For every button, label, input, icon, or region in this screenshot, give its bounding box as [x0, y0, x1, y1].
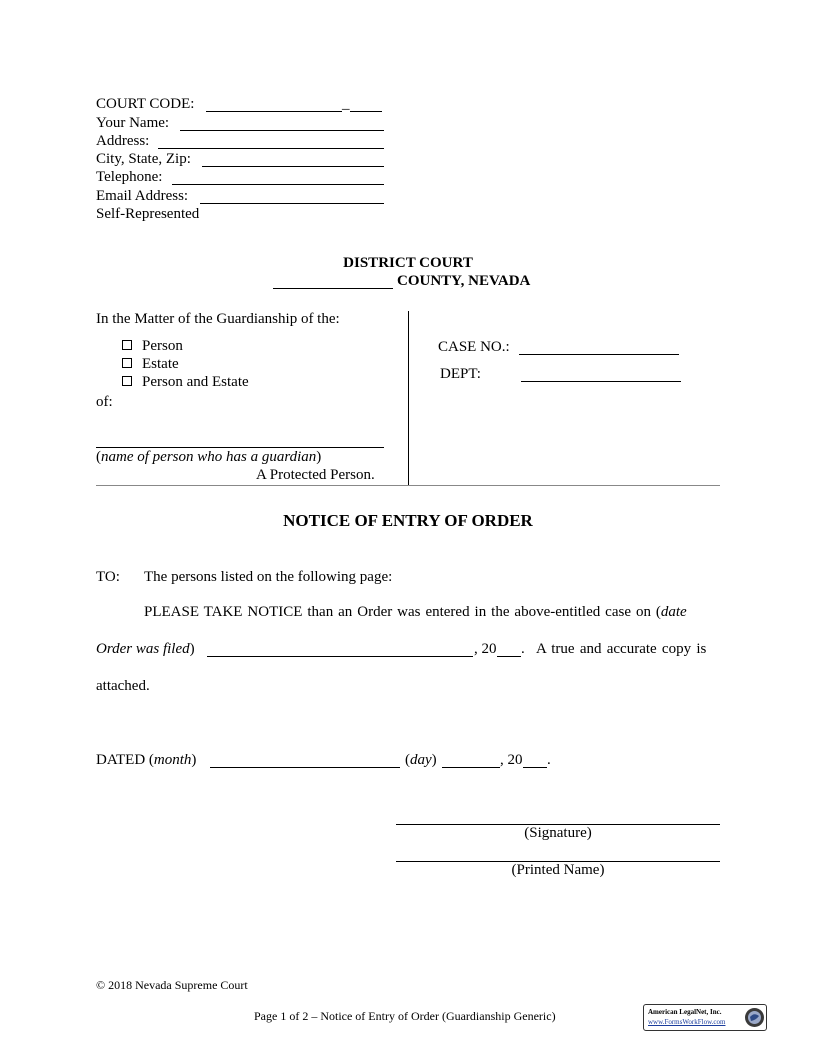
printed-name-label: (Printed Name): [511, 862, 605, 878]
court-code-label: COURT CODE:: [96, 96, 195, 112]
option-estate-label: Estate: [142, 356, 179, 372]
protected-person-name-field[interactable]: [96, 434, 384, 448]
court-code-row: [96, 96, 194, 113]
of-label: of:: [96, 394, 113, 410]
copyright: © 2018 Nevada Supreme Court: [96, 978, 248, 992]
county-label: COUNTY, NEVADA: [397, 273, 531, 289]
self-represented-label: Self-Represented: [96, 206, 200, 222]
caption-vertical-divider: [408, 311, 409, 485]
order-filed-hint: Order was filed: [96, 641, 190, 657]
dated-period: .: [547, 752, 551, 768]
order-year-period: .: [521, 641, 525, 657]
option-person-estate-label: Person and Estate: [142, 374, 249, 390]
city-row: [96, 151, 191, 168]
caption-horizontal-divider: [96, 485, 720, 486]
telephone-label: Telephone:: [96, 169, 163, 185]
county-field[interactable]: [273, 275, 393, 289]
dept-label: DEPT:: [440, 366, 481, 382]
city-label: City, State, Zip:: [96, 151, 191, 167]
city-field[interactable]: [202, 153, 384, 167]
checkbox-person[interactable]: [122, 340, 132, 350]
email-label: Email Address:: [96, 188, 189, 204]
option-person-estate: [122, 374, 249, 391]
order-year-label: , 20: [474, 641, 497, 657]
notice-line-3: attached.: [96, 678, 150, 694]
option-person: [122, 338, 183, 355]
your-name-row: [96, 115, 169, 132]
dated-day-field[interactable]: [442, 754, 500, 768]
court-code-suffix: _: [342, 96, 350, 112]
self-rep-row: [96, 206, 199, 223]
name-hint-text: name of person who has a guardian: [101, 449, 317, 465]
to-text: The persons listed on the following page:: [144, 569, 393, 585]
dated-month-field[interactable]: [210, 754, 400, 768]
option-estate: [122, 356, 179, 373]
globe-icon: [744, 1007, 765, 1028]
court-title: DISTRICT COURT: [343, 255, 473, 271]
dated-label: DATED: [96, 752, 146, 768]
american-legalnet-logo: [643, 1004, 767, 1031]
protected-person-label: A Protected Person.: [256, 467, 375, 483]
notice-line-1-text: PLEASE TAKE NOTICE than an Order was entered in the above-entitled case on (: [144, 604, 661, 620]
name-hint: (name of person who has a guardian): [96, 449, 322, 465]
telephone-field[interactable]: [172, 171, 384, 185]
notice-line-1: [144, 604, 720, 621]
dated-year-label: , 20: [500, 752, 523, 768]
option-person-label: Person: [142, 338, 183, 354]
notice-line-2-tail: A true and accurate copy is: [536, 641, 707, 657]
dated-day-hint: day: [410, 752, 432, 768]
logo-company: American LegalNet, Inc.: [648, 1008, 722, 1016]
dated-month-hint: month: [153, 752, 192, 768]
address-field[interactable]: [158, 135, 384, 149]
your-name-label: Your Name:: [96, 115, 170, 131]
to-label: TO:: [96, 569, 120, 585]
email-row: [96, 188, 188, 205]
order-year-field[interactable]: [497, 643, 521, 657]
notice-title: NOTICE OF ENTRY OF ORDER: [283, 511, 533, 530]
signature-label: (Signature): [524, 825, 592, 841]
email-field[interactable]: [200, 190, 384, 204]
address-label: Address:: [96, 133, 150, 149]
matter-text: In the Matter of the Guardianship of the:: [96, 311, 340, 327]
logo-url: www.FormsWorkFlow.com: [648, 1018, 726, 1026]
dated-row: DATED (month): [96, 752, 197, 768]
your-name-field[interactable]: [180, 117, 384, 131]
address-row: [96, 133, 149, 150]
court-code-field-2[interactable]: [350, 98, 382, 112]
case-no-field[interactable]: [519, 341, 679, 355]
dept-field[interactable]: [521, 368, 681, 382]
court-code-field[interactable]: [206, 98, 342, 112]
checkbox-person-and-estate[interactable]: [122, 376, 132, 386]
telephone-row: [96, 169, 162, 186]
order-date-field[interactable]: [207, 643, 473, 657]
checkbox-estate[interactable]: [122, 358, 132, 368]
case-no-label: CASE NO.:: [438, 339, 510, 355]
notice-line-2: Order was filed): [96, 641, 195, 657]
dated-day-hint-wrap: (day): [405, 752, 437, 768]
dated-year-field[interactable]: [523, 754, 547, 768]
page-info: Page 1 of 2 – Notice of Entry of Order (Guardianship Generic): [254, 1009, 556, 1023]
notice-date-hint: date: [660, 604, 687, 620]
